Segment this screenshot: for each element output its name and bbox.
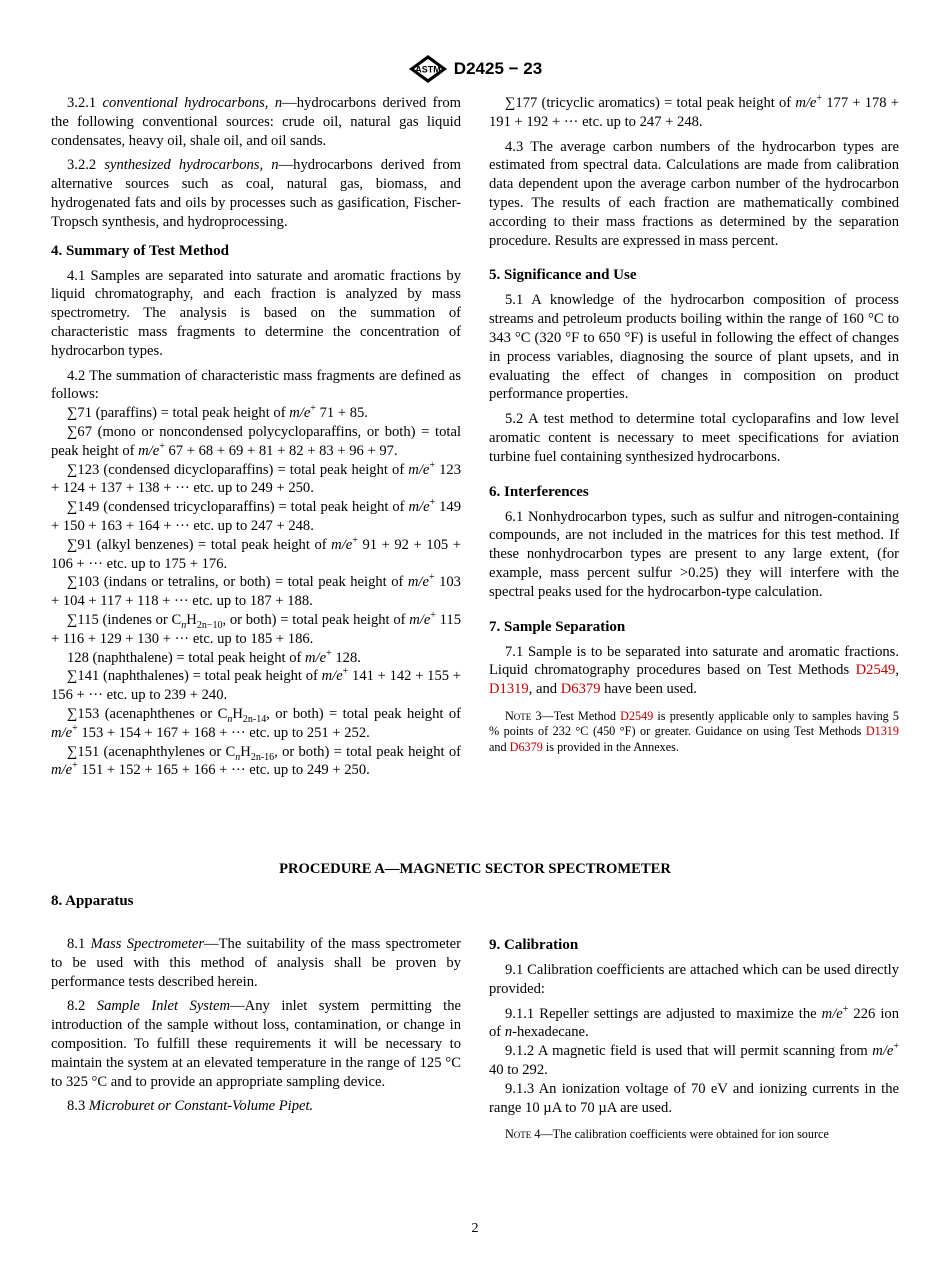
sum-149: ∑149 (condensed tricycloparaffins) = total peak height of m/e+ 149 + 150 + 163 + 164 + ··· etc. up to 247 + 248. xyxy=(51,497,461,534)
section-9-heading: 9. Calibration xyxy=(489,937,579,953)
paragraph-8-3: 8.3 Microburet or Constant-Volume Pipet. xyxy=(67,1098,314,1115)
bottom-right-column xyxy=(489,928,899,1143)
sum-67: ∑67 (mono or noncondensed polycycloparaffins, or both) = total peak height of m/e+ 67 + 68 + 69 + 81 + 82 + 83 + 96 + 97. xyxy=(51,423,461,459)
paragraph-4-2: 4.2 The summation of characteristic mass fragments are defined as follows: xyxy=(51,367,461,403)
paragraph-8-1: 8.1 Mass Spectrometer—The suitability of the mass spectrometer to be used with this method of analysis shall be proven by performance tests described herein. xyxy=(51,936,462,990)
paragraph-7-1: 7.1 Sample is to be separated into saturate and aromatic fractions. Liquid chromatography procedures based on Test Methods D2549, D1319, and D6379 have been used. xyxy=(489,643,899,698)
note-4: Note 4—The calibration coefficients were obtained for ion source xyxy=(505,1127,829,1142)
paragraph-9-1-1: 9.1.1 Repeller settings are adjusted to maximize the m/e+ 226 ion of n-hexadecane. xyxy=(489,1003,899,1041)
sum-153: ∑153 (acenaphthenes or $C_nH_{2n-14}$, or both) = total peak height of m/e+ 153 + 154 + 167 + 168 + ··· etc. up to 251 + 252. xyxy=(51,705,461,741)
left-column xyxy=(51,94,461,780)
sum-151: ∑151 (acenaphthylenes or $C_nH_{2n-16}$, or both) = total peak height of m/e+ 151 + 152 + 165 + 166 + ··· etc. up to 249 + 250. xyxy=(51,743,461,779)
paragraph-6-1: 6.1 Nonhydrocarbon types, such as sulfur and nitrogen-containing compounds, are not included in the matrices for this test method. If these nonhydrocarbon types are present to any large extent, (for example, mass percent sulfur >0.25) they will interfere with the spectral peaks used for the hydrocarbon-type calculation. xyxy=(489,508,899,600)
note-3: Note 3—Test Method D2549 is presently applicable only to samples having 5 % points of 232 °C (450 °F) or greater. Guidance on using Test Methods D1319 and D6379 is provided in the Annexes. xyxy=(489,708,900,754)
paragraph-4-1: 4.1 Samples are separated into saturate and aromatic fractions by liquid chromatography, and each fraction is analyzed by mass spectrometry. The analysis is based on the summation of characteristic mass fragments to determine the concentration of hydrocarbon types. xyxy=(51,267,461,359)
note-link-d6379[interactable]: D6379 xyxy=(509,739,543,754)
sum-177: ∑177 (tricyclic aromatics) = total peak height of m/e+ 177 + 178 + 191 + 192 + ··· etc. up to 247 + 248. xyxy=(489,93,899,130)
sum-128: 128 (naphthalene) = total peak height of m/e+ 128. xyxy=(67,647,361,666)
section-7-heading: 7. Sample Separation xyxy=(489,618,626,635)
paragraph-9-1-3: 9.1.3 An ionization voltage of 70 eV and ionizing currents in the range 10 µA to 70 µA are used. xyxy=(489,1080,899,1116)
link-d2549[interactable]: D2549 xyxy=(855,662,896,679)
right-column xyxy=(489,94,899,755)
document-id: D2425 − 23 xyxy=(453,58,543,78)
paragraph-5-1: 5.1 A knowledge of the hydrocarbon composition of process streams and petroleum products boiling within the range of 160 °C to 343 °C (320 °F to 650 °F) is useful in following the effect of changes in process variables, diagnosing the source of plant upsets, and in evaluating the effect of changes in composition on product performance properties. xyxy=(489,292,899,403)
astm-logo-icon xyxy=(408,54,448,84)
page-header xyxy=(0,54,950,84)
paragraph-9-1: 9.1 Calibration coefficients are attached which can be used directly provided: xyxy=(489,962,899,997)
section-4-heading: 4. Summary of Test Method xyxy=(51,242,229,259)
paragraph-8-2: 8.2 Sample Inlet System—Any inlet system permitting the introduction of the sample without loss, contamination, or change in composition. To fulfill these requirements it will be necessary to maintain the system at an elevated temperature in the range of 125 °C to 325 °C and to provide an appropriate sampling device. xyxy=(51,998,461,1090)
sum-103: ∑103 (indans or tetralins, or both) = total peak height of m/e+ 103 + 104 + 117 + 118 + ··· etc. up to 187 + 188. xyxy=(51,572,461,610)
sum-141: ∑141 (naphthalenes) = total peak height of m/e+ 141 + 142 + 155 + 156 + ··· etc. up to 239 + 240. xyxy=(51,666,461,704)
sum-71: ∑71 (paraffins) = total peak height of m/e+ 71 + 85. xyxy=(67,403,368,422)
paragraph-3-2-1: 3.2.1 conventional hydrocarbons, n—hydrocarbons derived from the following conventional sources: crude oil, natural gas liquid condensates, heavy oil, shale oil, and oil sands. xyxy=(51,95,461,149)
note-link-d1319[interactable]: D1319 xyxy=(865,724,899,739)
sum-91: ∑91 (alkyl benzenes) = total peak height of m/e+ 91 + 92 + 105 + 106 + ··· etc. up to 175 + 176. xyxy=(51,534,461,572)
svg-text:ASTM: ASTM xyxy=(415,64,441,75)
page-number: 2 xyxy=(471,1221,479,1236)
paragraph-5-2: 5.2 A test method to determine total cycloparafins and low level aromatic content is necessary to meet specifications for aviation turbine fuel containing synthesized hydrocarbons. xyxy=(489,411,899,465)
sum-115: ∑115 (indenes or $C_nH_{2n-10}$, or both) = total peak height of m/e+ 115 + 116 + 129 + 130 + ··· etc. up to 185 + 186. xyxy=(51,610,462,647)
paragraph-3-2-2: 3.2.2 synthesized hydrocarbons, n—hydrocarbons derived from alternative sources such as coal, natural gas, biomass, and hydrogenated fats and oils by processes such as gasification, Fischer-Tropsch synthesis, and hydroprocessing. xyxy=(51,157,461,230)
section-6-heading: 6. Interferences xyxy=(489,483,589,500)
section-5-heading: 5. Significance and Use xyxy=(489,267,637,284)
procedure-title: PROCEDURE A—MAGNETIC SECTOR SPECTROMETER xyxy=(279,861,671,877)
link-d6379[interactable]: D6379 xyxy=(560,681,601,698)
section-8-heading: 8. Apparatus xyxy=(51,893,134,909)
paragraph-4-3: 4.3 The average carbon numbers of the hydrocarbon types are estimated from spectral data. Calculations are made from calibration data dependent upon the average carbon number of the hydrocarbon types. The results of each fraction are mathematically combined according to their mass fractions as determined by the separation procedure. Results are expressed in mass percent. xyxy=(489,138,899,249)
paragraph-9-1-2: 9.1.2 A magnetic field is used that will permit scanning from m/e+ 40 to 292. xyxy=(489,1041,899,1078)
bottom-left-column xyxy=(51,884,461,1122)
link-d1319[interactable]: D1319 xyxy=(489,681,529,698)
sum-123: ∑123 (condensed dicycloparaffins) = total peak height of m/e+ 123 + 124 + 137 + 138 + ··· etc. up to 249 + 250. xyxy=(51,459,462,497)
note-link-d2549[interactable]: D2549 xyxy=(620,708,654,723)
